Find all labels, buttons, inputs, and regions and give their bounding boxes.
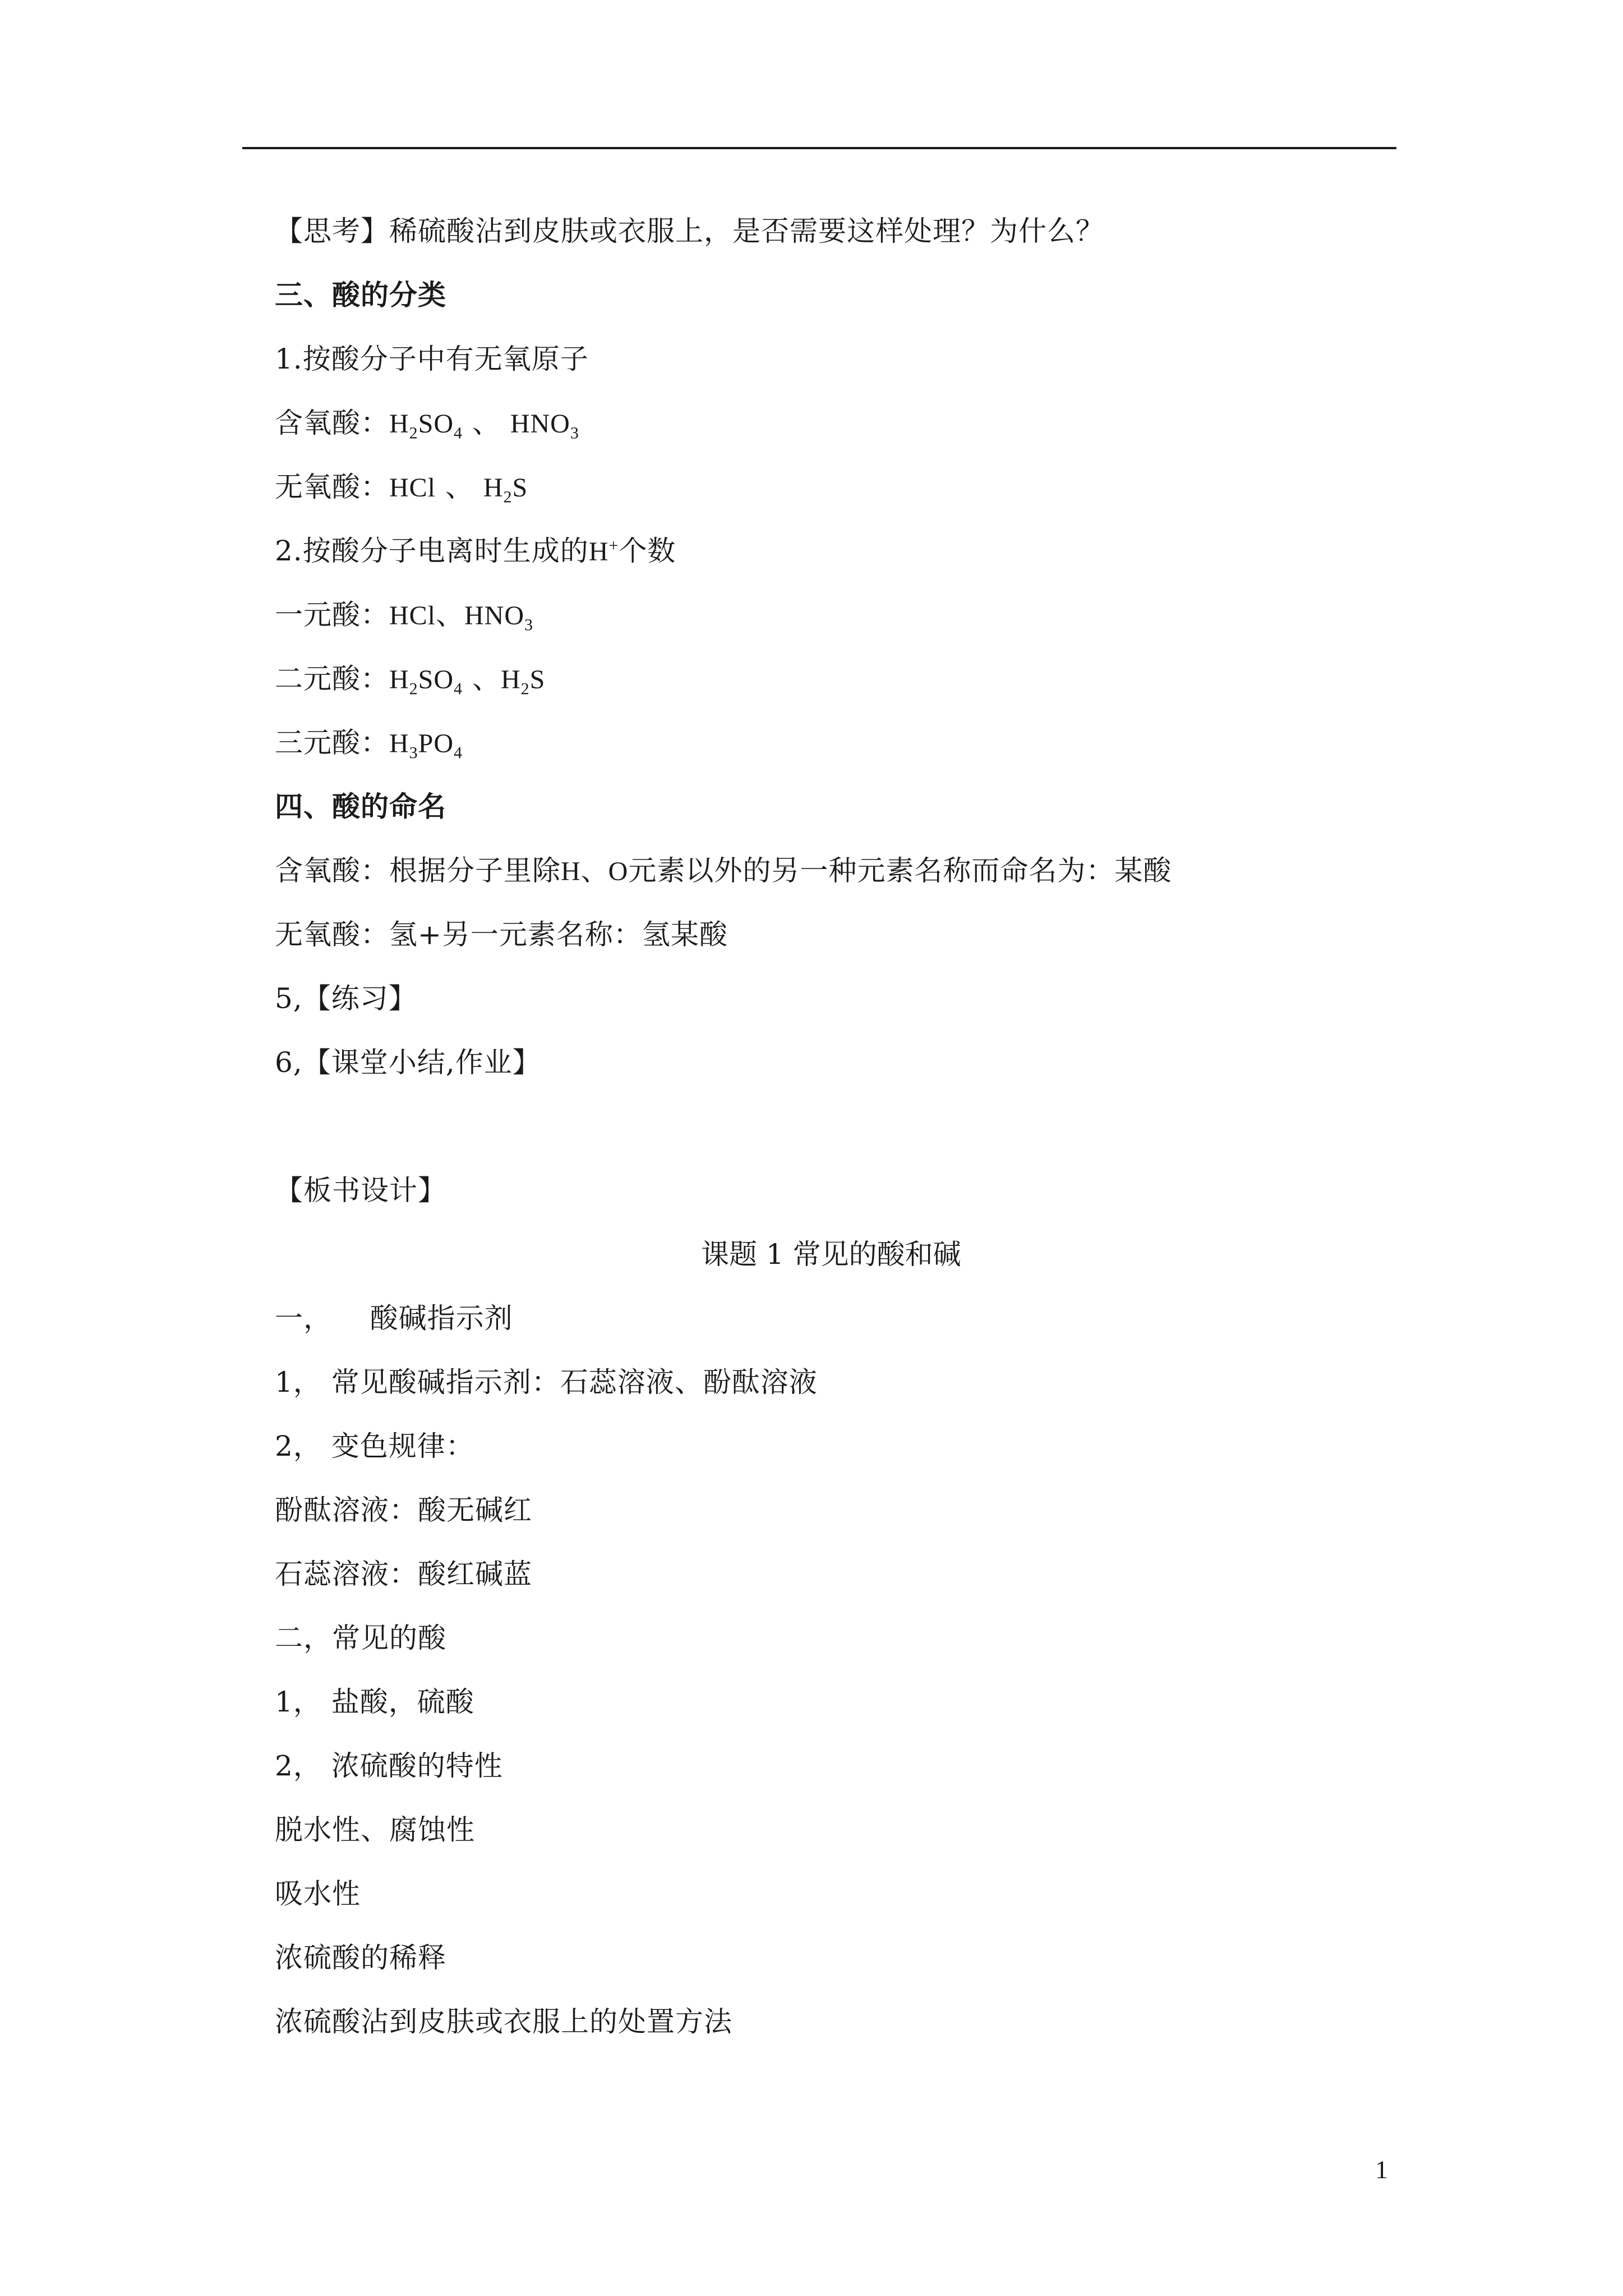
board-litmus-rule: 石蕊溶液：酸红碱蓝 [275,1558,532,1590]
monoprotic-acids: 一元酸：HCl、$HNO_3$ [275,599,534,634]
board-common-acids-item-2: 2， 浓硫酸的特性 [275,1750,503,1782]
hydrogen-ion: H+ [588,536,619,567]
section-heading-acid-classification: 三、酸的分类 [275,278,446,311]
anoxyacid-examples: 无氧酸：HCl 、 $H_2S$ [275,471,528,507]
oxyacid-examples: 含氧酸：$H_2SO_4$ 、 $HNO_3$ [275,407,579,443]
board-design-label: 【板书设计】 [275,1174,446,1207]
board-section-2-heading: 二，常见的酸 [275,1622,446,1654]
board-dilution: 浓硫酸的稀释 [275,1941,446,1974]
section-heading-acid-naming: 四、酸的命名 [275,790,446,823]
classification-item-2: 2.按酸分子电离时生成的H+个数 [275,535,676,567]
think-question: 【思考】稀硫酸沾到皮肤或衣服上，是否需要这样处理？为什么？ [275,215,1104,247]
board-title: 课题 1 常见的酸和碱 [701,1238,961,1271]
formula-hno3: $HNO_3$ [510,409,579,443]
oxyacid-label: 含氧酸： [275,407,389,439]
board-common-acids-item-1: 1， 盐酸，硫酸 [275,1686,474,1718]
practice-label: 5,【练习】 [275,982,417,1015]
board-indicator-item-2: 2， 变色规律： [275,1430,474,1462]
page-number: 1 [1375,2155,1388,2184]
board-spill-handling: 浓硫酸沾到皮肤或衣服上的处置方法 [275,2005,732,2038]
board-property-dehydration: 脱水性、腐蚀性 [275,1814,475,1846]
formula-hcl: HCl [389,473,436,503]
oxyacid-naming-rule: 含氧酸：根据分子里除H、O元素以外的另一种元素名称而命名为：某酸 [275,854,1172,887]
board-section-1-heading: 一， 酸碱指示剂 [275,1302,513,1335]
anoxyacid-label: 无氧酸： [275,471,389,503]
board-indicator-item-1: 1， 常见酸碱指示剂：石蕊溶液、酚酞溶液 [275,1366,818,1398]
formula-h2s: $H_2S$ [483,473,528,507]
classification-item-1: 1.按酸分子中有无氧原子 [275,343,589,375]
header-rule [242,147,1396,149]
board-property-hygroscopic: 吸水性 [275,1878,361,1910]
triprotic-acids: 三元酸：$H_3PO_4$ [275,726,463,762]
summary-label: 6,【课堂小结,作业】 [275,1046,541,1079]
formula-h2so4: $H_2SO_4$ [389,409,463,443]
anoxyacid-naming-rule: 无氧酸：氢+另一元素名称：氢某酸 [275,918,728,951]
diprotic-acids: 二元酸：$H_2SO_4$ 、$H_2S$ [275,662,546,698]
board-phenolphthalein-rule: 酚酞溶液：酸无碱红 [275,1494,532,1526]
